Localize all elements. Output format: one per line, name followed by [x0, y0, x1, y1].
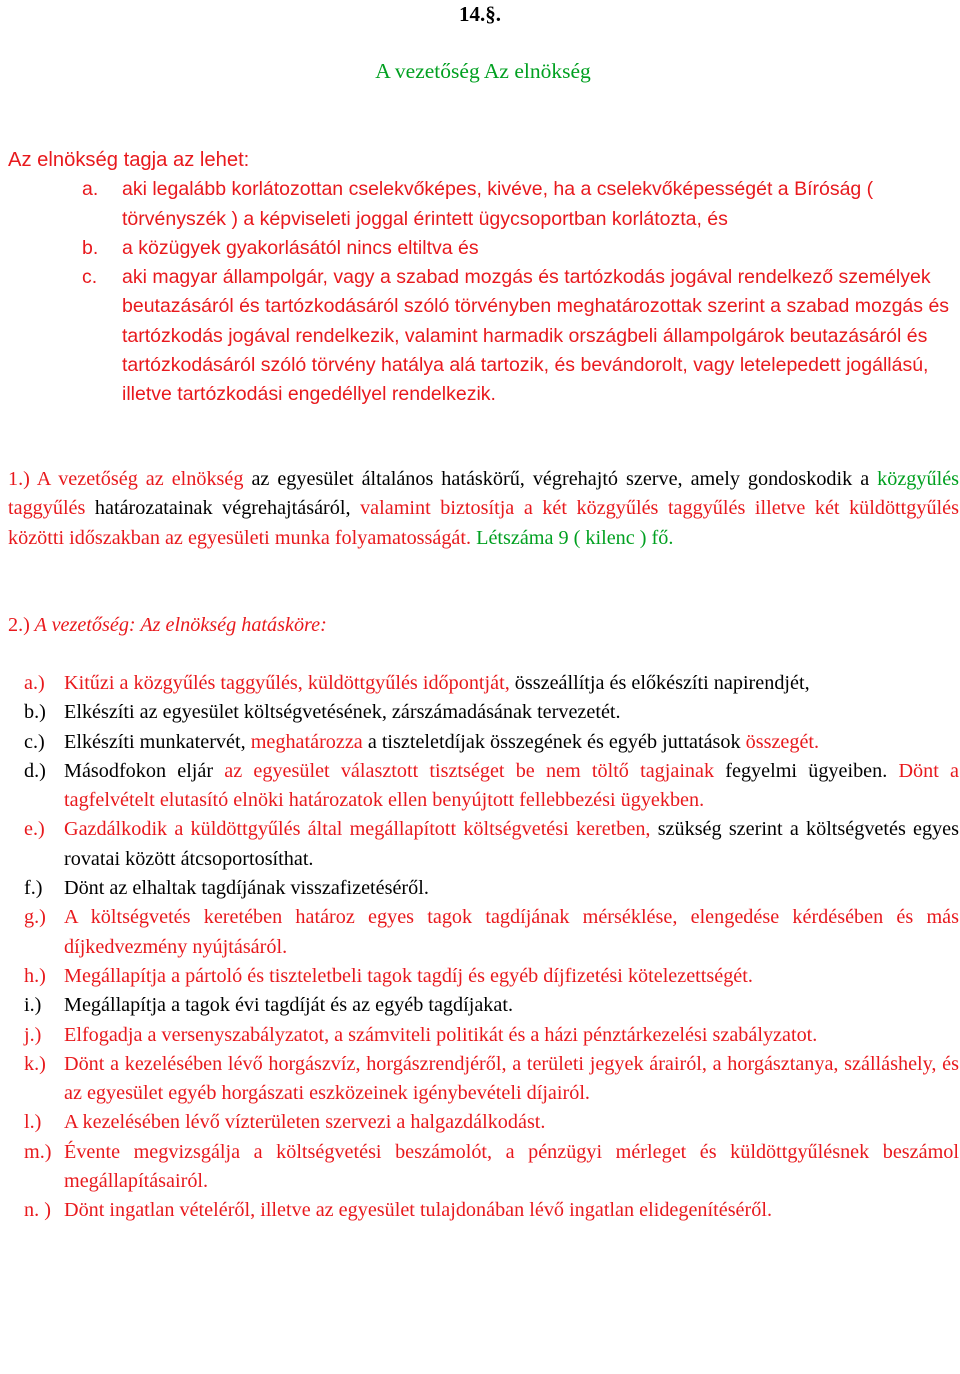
power-item-text: Dönt ingatlan vételéről, illetve az egyesület tulajdonában lévő ingatlan elidegenítéséről. — [64, 1199, 772, 1222]
power-item — [20, 903, 959, 962]
power-item — [20, 991, 959, 1020]
power-item-marker: n. ) — [24, 1199, 51, 1222]
power-item-text: A költségvetés keretében határoz egyes tagok tagdíjának mérséklése, elengedése kérdésében és más díjkedvezmény nyújtásáról. — [64, 906, 959, 958]
power-item-text: összeállítja és előkészíti napirendjét, — [509, 672, 810, 694]
power-item-text: az egyesület választott tisztséget be nem töltő tagjainak — [224, 759, 715, 782]
section-1-paragraph: 1.) A vezetőség az elnökség az egyesület általános hatáskörű, végrehajtó szerve, amely gondoskodik a közgyűlés taggyűlés határozatainak végrehajtásáról, valamint biztosítja a két közgyűlés taggyűlés illetve két küldöttgyűlés közötti időszakban az egyesületi munka folyamatosságát. Létszáma 9 ( kilenc ) fő. — [8, 468, 960, 549]
power-item-text: Dönt a kezelésében lévő horgászvíz, horgászrendjéről, a területi jegyek árairól, a horgásztanya, szálláshely, és az egyesület egyéb horgászati eszközeinek igénybevételi díjairól. — [64, 1052, 959, 1105]
power-item-marker: a.) — [24, 672, 45, 694]
power-item-text: meghatározza — [250, 730, 363, 753]
power-item-text: fegyelmi ügyeiben. — [714, 759, 899, 782]
power-item — [20, 698, 959, 727]
power-item-marker: f.) — [24, 877, 43, 900]
power-item — [20, 962, 959, 991]
power-item-text: A kezelésében lévő vízterületen szervezi a halgazdálkodást. — [64, 1111, 546, 1134]
power-item-marker: h.) — [24, 964, 46, 987]
power-item-text: Évente megvizsgálja a költségvetési beszámolót, a pénzügyi mérleget és küldöttgyűlésnek beszámol megállapításairól. — [64, 1140, 959, 1193]
power-item-text: Dönt az elhaltak tagdíjának visszafizetéséről. — [64, 877, 429, 900]
power-item — [20, 669, 959, 698]
power-item-marker: m.) — [24, 1140, 52, 1163]
power-item-marker: b.) — [24, 701, 46, 724]
power-item — [20, 1021, 959, 1050]
page-number: 14.§. — [459, 2, 501, 26]
power-item — [20, 757, 959, 816]
power-item-text: Elkészíti munkatervét, — [64, 730, 251, 753]
power-item — [20, 815, 959, 874]
power-item-text: Kitűzi a közgyűlés taggyűlés, küldöttgyűlés időpontját, — [64, 672, 510, 694]
power-item — [20, 1108, 959, 1137]
powers-list — [20, 669, 959, 1226]
power-item — [20, 1138, 959, 1197]
power-item — [20, 728, 959, 757]
eligibility-item: a. aki legalább korlátozottan cselekvőképes, kivéve, ha a cselekvőképességét a Bíróság ( törvényszék ) a képviseleti joggal érintett ügycsoportban korlátozta, és — [82, 178, 874, 230]
power-item-text: Gazdálkodik a küldöttgyűlés által megállapított költségvetési keretben, — [64, 818, 651, 841]
section-2-title: 2.) A vezetőség: Az elnökség hatásköre: — [8, 614, 327, 636]
power-item-marker: i.) — [24, 994, 42, 1017]
power-item-marker: c.) — [24, 730, 45, 753]
power-item-marker: j.) — [24, 1023, 42, 1046]
eligibility-item: c. aki magyar állampolgár, vagy a szabad mozgás és tartózkodás jogával rendelkező személyek beutazásáról és tartózkodásáról szóló törvényben meghatározottak szerint a szabad mozgás és tartózkodás jogával rendelkezik, valamint harmadik országbeli állampolgárok beutazásáról és tartózkodásáról szóló törvény hatálya alá tartozik, és bevándorolt, vagy letelepedett jogállású, illetve tartózkodási engedéllyel rendelkezik. — [82, 266, 950, 406]
power-item — [20, 1196, 959, 1225]
power-item-marker: l.) — [24, 1111, 42, 1134]
power-item-text: Elfogadja a versenyszabályzatot, a számviteli politikát és a házi pénztárkezelési szabályzatot. — [64, 1023, 818, 1046]
power-item-text: összegét. — [745, 730, 820, 753]
power-item-text: Megállapítja a pártoló és tiszteletbeli tagok tagdíj és egyéb díjfizetési kötelezettségét. — [64, 964, 753, 987]
power-item-text: Elkészíti az egyesület költségvetésének, zárszámadásának tervezetét. — [64, 701, 621, 724]
power-item-marker: d.) — [24, 759, 46, 782]
power-item-text: Másodfokon eljár — [64, 759, 225, 782]
power-item-text: Dönt a tagfelvételt elutasító elnöki határozatok ellen benyújtott fellebbezési ügyekben. — [64, 759, 959, 812]
power-item-text: Megállapítja a tagok évi tagdíját és az egyéb tagdíjakat. — [64, 994, 513, 1017]
eligibility-list — [8, 175, 959, 409]
power-item-marker: g.) — [24, 906, 46, 929]
eligibility-item: b. a közügyek gyakorlásától nincs eltiltva és — [82, 236, 479, 259]
power-item-text: szükség szerint a költségvetés egyes rovatai között átcsoportosíthat. — [64, 818, 959, 870]
section-heading: A vezetőség Az elnökség — [375, 59, 591, 83]
power-item — [20, 1050, 959, 1109]
power-item-marker: e.) — [24, 818, 45, 841]
eligibility-lead: Az elnökség tagja az lehet: — [8, 149, 250, 171]
power-item-marker: k.) — [24, 1052, 46, 1075]
power-item — [20, 874, 959, 903]
power-item-text: a tiszteletdíjak összegének és egyéb juttatások — [362, 730, 746, 753]
eligibility-section — [8, 146, 959, 410]
